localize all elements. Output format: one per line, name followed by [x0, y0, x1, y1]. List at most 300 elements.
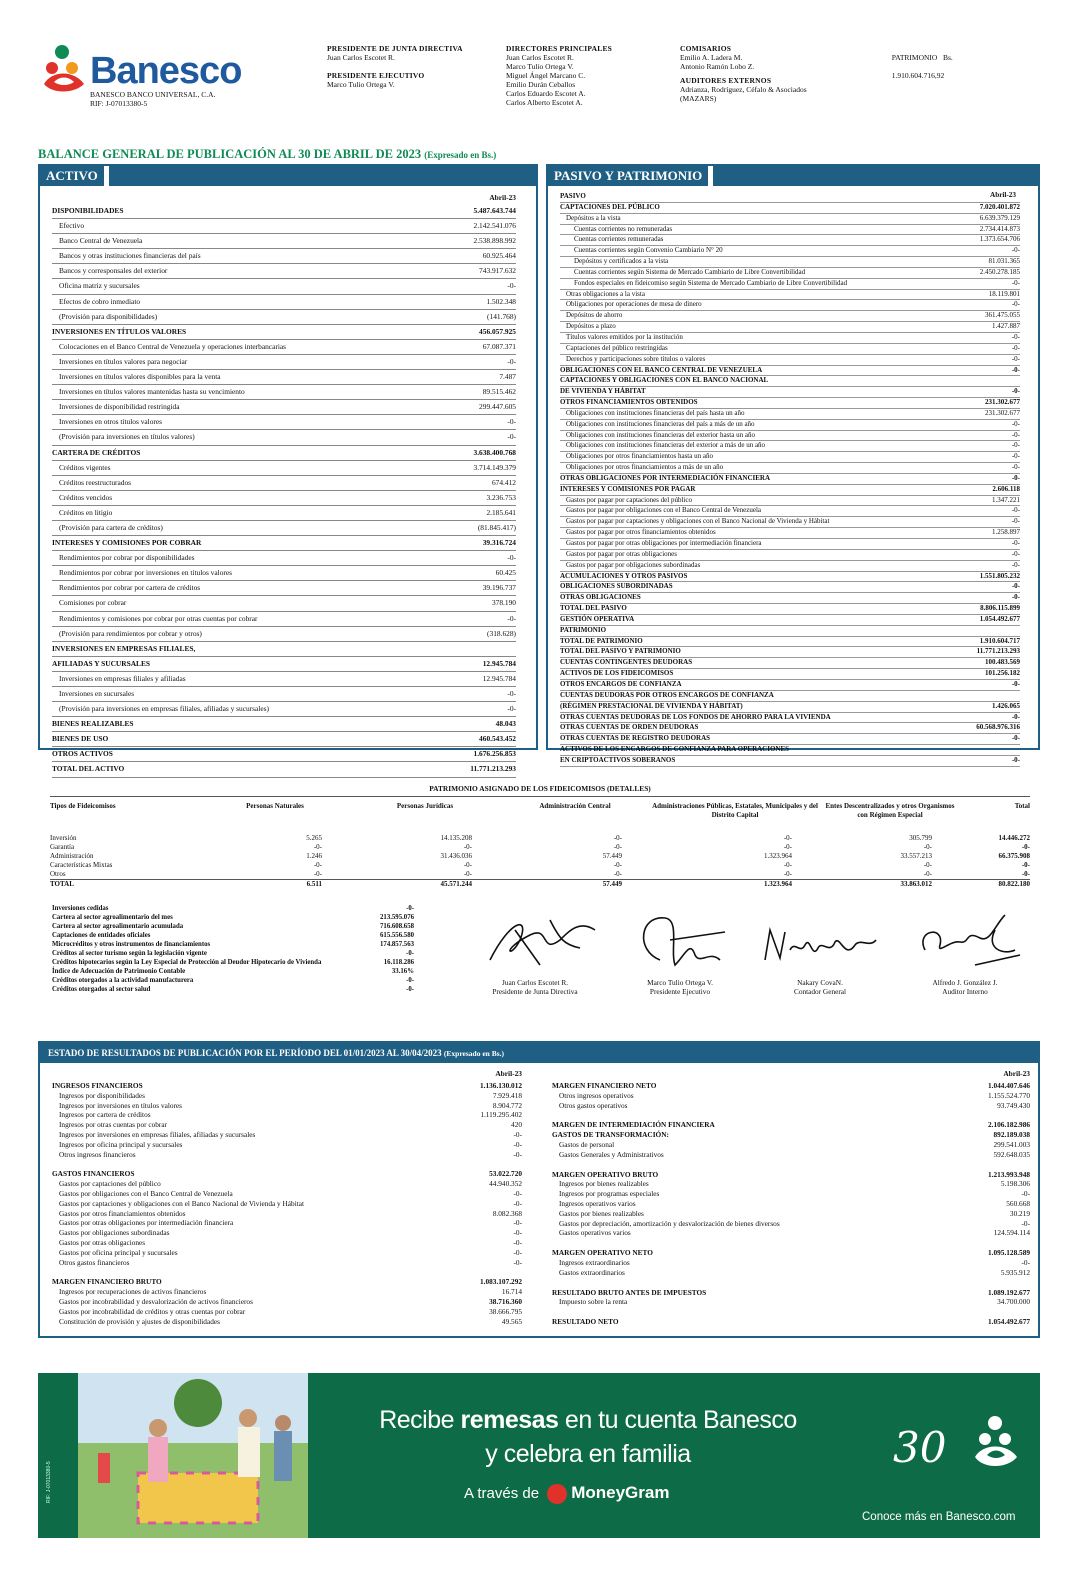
fid-row [50, 834, 1030, 843]
pasivo-label: Cuentas corrientes no remuneradas [574, 224, 673, 233]
resultados-label: Constitución de provisión y ajustes de disponibilidades [59, 1316, 220, 1326]
activo-value: 11.771.213.293 [470, 764, 516, 774]
pasivo-label: Depósitos a plazo [566, 322, 616, 331]
resultados-row [52, 1228, 522, 1238]
pasivo-value: 231.302.677 [985, 408, 1020, 417]
fideicomisos-title: PATRIMONIO ASIGNADO DE LOS FIDEICOMISOS (DETALLES) [429, 784, 651, 793]
resultados-label: GASTOS FINANCIEROS [52, 1169, 135, 1179]
activo-label: Créditos reestructurados [59, 477, 132, 487]
pasivo-row [560, 474, 1020, 485]
pasivo-label: DE VIVIENDA Y HÁBITAT [560, 387, 646, 396]
resultados-value: -0- [1021, 1218, 1030, 1228]
fid-cell: Otros [50, 870, 66, 878]
pasivo-value: -0- [1011, 506, 1020, 515]
indicador-value: 33.16% [391, 968, 414, 975]
resultados-label: Ingresos por bienes realizables [559, 1179, 649, 1189]
resultados-label: Gastos por otras obligaciones por intermediación financiera [59, 1218, 234, 1228]
resultados-right [552, 1067, 1030, 1327]
activo-row [52, 581, 516, 596]
resultados-row [552, 1219, 1030, 1229]
resultados-value: 93.749.430 [997, 1100, 1030, 1110]
activo-value: 743.917.632 [479, 266, 516, 276]
fid-cell: -0- [783, 843, 792, 851]
pasivo-row [560, 203, 1020, 214]
pasivo-label: Depósitos de ahorro [566, 311, 623, 320]
pasivo-row [560, 355, 1020, 366]
activo-label: AFILIADAS Y SUCURSALES [52, 658, 151, 668]
activo-label: Inversiones en títulos valores disponibles para la venta [59, 372, 221, 382]
fid-cell: 14.446.272 [998, 834, 1030, 842]
resultados-value: 299.541.003 [993, 1139, 1030, 1149]
pasivo-value: -0- [1011, 300, 1020, 309]
resultados-label: Impuesto sobre la renta [559, 1297, 628, 1307]
activo-row [52, 762, 516, 777]
pasivo-value: 1.427.887 [992, 322, 1020, 331]
resultados-value: 592.648.035 [993, 1149, 1030, 1159]
resultados-label: Gastos por depreciación, amortización y desvalorización de bienes diversos [559, 1218, 780, 1228]
pasivo-label: Fondos especiales en fideicomiso según Sistema de Mercado Cambiario de Libre Convertibilidad [574, 278, 848, 287]
resultados-row [552, 1288, 1030, 1298]
activo-row [52, 687, 516, 702]
indicador-value: 16.118.286 [383, 959, 414, 966]
resultados-row [552, 1199, 1030, 1209]
resultados-value: 124.594.114 [993, 1228, 1030, 1238]
resultados-row [52, 1317, 522, 1327]
activo-value: 60.925.464 [482, 251, 516, 261]
activo-label: (Provisión para rendimientos por cobrar y otros) [59, 628, 202, 638]
activo-value: 39.316.724 [482, 538, 516, 548]
indicador-value: 213.595.076 [380, 914, 414, 921]
fid-cell: 31.436.036 [440, 852, 472, 860]
pasivo-value: -0- [1011, 387, 1020, 396]
fid-cell: -0- [783, 861, 792, 869]
pasivo-label: OTRAS CUENTAS DE REGISTRO DEUDORAS [560, 734, 711, 743]
activo-row [52, 612, 516, 627]
pasivo-label: Obligaciones con instituciones financieras del país hasta un año [566, 408, 745, 417]
fid-cell: 66.375.908 [998, 852, 1030, 860]
pasivo-label: OTRAS OBLIGACIONES POR INTERMEDIACIÓN FINANCIERA [560, 473, 771, 482]
activo-value: -0- [507, 704, 516, 714]
resultados-row [552, 1189, 1030, 1199]
fid-cell: Administración [50, 852, 94, 860]
activo-label: Bancos y corresponsales del exterior [59, 266, 168, 276]
pasivo-label: INTERESES Y COMISIONES POR PAGAR [560, 484, 696, 493]
company-rif: RIF: J-07013380-5 [90, 99, 148, 108]
pasivo-label: Obligaciones por operaciones de mesa de dinero [566, 300, 702, 309]
resultados-row [52, 1140, 522, 1150]
resultados-value: 892.189.038 [993, 1130, 1030, 1140]
pasivo-rows [560, 192, 1020, 767]
resultados-label: MARGEN OPERATIVO NETO [552, 1248, 653, 1258]
resultados-label: MARGEN OPERATIVO BRUTO [552, 1169, 659, 1179]
pasivo-label: ACUMULACIONES Y OTROS PASIVOS [560, 571, 688, 580]
fideicomisos-body [50, 834, 1030, 889]
signature-cova [760, 920, 880, 970]
fid-header-cell: Personas Jurídicas [396, 802, 454, 810]
indicador-row [52, 922, 414, 931]
fid-header-cell: Tipos de Fideicomisos [50, 802, 116, 810]
pasivo-value: -0- [1011, 430, 1020, 439]
fid-cell: 33.863.012 [900, 880, 932, 888]
pasivo-label: Obligaciones por otros financiamientos hasta un año [566, 452, 713, 461]
activo-value: 456.057.925 [479, 326, 516, 336]
resultados-header [40, 1043, 1038, 1063]
resultados-row [552, 1081, 1030, 1091]
indicador-value: -0- [406, 977, 414, 984]
pasivo-label: PATRIMONIO [560, 625, 607, 634]
activo-row [52, 657, 516, 672]
pasivo-row [560, 582, 1020, 593]
pasivo-label: Cuentas corrientes remuneradas [574, 235, 664, 244]
fid-cell: -0- [923, 861, 932, 869]
activo-title: ACTIVO [40, 166, 109, 186]
pasivo-row [560, 669, 1020, 680]
family-photo [78, 1373, 308, 1538]
pasivo-row [560, 745, 1020, 756]
pasivo-value: -0- [1011, 582, 1020, 591]
activo-label: INVERSIONES EN TÍTULOS VALORES [52, 326, 187, 336]
activo-row [52, 415, 516, 430]
pasivo-row [560, 322, 1020, 333]
signature-4 [900, 978, 1030, 996]
pasivo-row [560, 485, 1020, 496]
pasivo-value: -0- [1011, 549, 1020, 558]
activo-row [52, 385, 516, 400]
resultados-label: GASTOS DE TRANSFORMACIÓN: [552, 1130, 669, 1140]
pasivo-label: (RÉGIMEN PRESTACIONAL DE VIVIENDA Y HÁBITAT) [560, 701, 743, 710]
resultados-row [52, 1297, 522, 1307]
resultados-label: RESULTADO NETO [552, 1317, 619, 1327]
directors-block [506, 44, 612, 107]
activo-row [52, 264, 516, 279]
resultados-gap [52, 1159, 522, 1169]
resultados-gap [52, 1267, 522, 1277]
activo-row [52, 702, 516, 717]
signer-role: Auditor Interno [942, 987, 988, 996]
pasivo-label: ACTIVOS DE LOS ENCARGOS DE CONFIANZA PARA OPERACIONES [560, 745, 790, 754]
activo-row [52, 310, 516, 325]
activo-value: 5.487.643.744 [473, 206, 516, 215]
resultados-label: INGRESOS FINANCIEROS [52, 1081, 143, 1090]
director-name: Carlos Alberto Escotet A. [506, 98, 583, 107]
signature-3 [760, 978, 880, 996]
pasivo-row [560, 572, 1020, 583]
auditor-name: Adrianza, Rodríguez, Céfalo & Asociados [680, 85, 807, 94]
fid-cell: 45.571.244 [440, 880, 472, 888]
pasivo-row [560, 246, 1020, 257]
resultados-period-right: Abril-23 [1003, 1069, 1030, 1078]
pasivo-value: -0- [1011, 755, 1020, 764]
resultados-value: 1.044.407.646 [988, 1081, 1030, 1090]
fid-cell: -0- [613, 843, 622, 851]
patrimonio-value: 1.910.604.716,92 [891, 71, 945, 80]
activo-row [52, 491, 516, 506]
pasivo-label: Depósitos y certificados a la vista [574, 257, 669, 266]
resultados-label: Gastos extraordinarios [559, 1267, 625, 1277]
resultados-row [552, 1209, 1030, 1219]
resultados-value: 1.054.492.677 [988, 1317, 1030, 1327]
signer-name: Alfredo J. González J. [932, 978, 998, 987]
resultados-value: 560.668 [1006, 1198, 1030, 1208]
fid-cell: -0- [613, 870, 622, 878]
pres-ejec-name: Marco Tulio Ortega V. [327, 80, 395, 89]
activo-label: Banco Central de Venezuela [59, 236, 143, 246]
pasivo-row [560, 279, 1020, 290]
pasivo-label: Gastos por pagar por otros financiamientos obtenidos [566, 528, 716, 537]
resultados-value: 5.198.306 [1000, 1179, 1030, 1189]
signer-role: Presidente de Junta Directiva [492, 987, 578, 996]
resultados-row [552, 1101, 1030, 1111]
resultados-value: -0- [513, 1218, 522, 1228]
fid-cell: -0- [313, 843, 322, 851]
resultados-row [52, 1307, 522, 1317]
fid-header-cell: Administraciones Públicas, Estatales, Municipales y del Distrito Capital [652, 802, 818, 819]
pasivo-value: -0- [1011, 539, 1020, 547]
pasivo-label: Otras obligaciones a la vista [566, 289, 645, 298]
resultados-gap [552, 1160, 1030, 1170]
moneygram-icon [547, 1484, 567, 1504]
activo-label: Inversiones de disponibilidad restringida [59, 402, 180, 412]
pasivo-row [560, 561, 1020, 572]
signer-name: Juan Carlos Escotet R. [501, 978, 569, 987]
pasivo-value: -0- [1011, 593, 1020, 602]
activo-value: 378.190 [491, 598, 516, 608]
fid-cell: -0- [923, 843, 932, 851]
pasivo-row [560, 431, 1020, 442]
activo-value: (141.768) [487, 311, 516, 321]
fid-cell: -0- [463, 861, 472, 869]
pasivo-label: OTRAS CUENTAS DE ORDEN DEUDORAS [560, 723, 699, 732]
fid-row [50, 861, 1030, 870]
pasivo-label: CAPTACIONES Y OBLIGACIONES CON EL BANCO NACIONAL [560, 376, 769, 385]
resultados-label: MARGEN DE INTERMEDIACIÓN FINANCIERA [552, 1120, 715, 1130]
resultados-value: 1.155.524.770 [988, 1090, 1030, 1100]
activo-value: 48.043 [495, 719, 516, 729]
activo-row [52, 340, 516, 355]
indicador-value: 615.556.580 [380, 932, 414, 939]
banner-footer-link[interactable]: Conoce más en Banesco.com [862, 1511, 1016, 1523]
activo-label: Efectivo [59, 221, 85, 231]
resultados-gap [552, 1307, 1030, 1317]
pasivo-row [560, 409, 1020, 420]
indicador-row [52, 904, 414, 913]
fid-cell: 57.449 [602, 880, 622, 888]
fid-header-cell: Entes Descentralizados y otros Organismos con Régimen Especial [825, 802, 955, 819]
pasivo-value: 361.475.055 [985, 311, 1020, 320]
fid-cell: -0- [1021, 870, 1030, 878]
resultados-row [552, 1130, 1030, 1140]
pasivo-row [560, 756, 1020, 767]
pasivo-label: OTRAS OBLIGACIONES [560, 593, 641, 602]
pasivo-row [560, 441, 1020, 452]
balance-title [38, 147, 496, 162]
fid-cell: -0- [613, 861, 622, 869]
activo-label: Inversiones en sucursales [59, 689, 135, 698]
resultados-value: 44.940.352 [489, 1179, 522, 1189]
activo-label: DISPONIBILIDADES [52, 206, 124, 215]
activo-value: 3.714.149.379 [473, 462, 516, 472]
pasivo-label: Derechos y participaciones sobre títulos o valores [566, 354, 706, 363]
resultados-row [552, 1228, 1030, 1238]
activo-label: CARTERA DE CRÉDITOS [52, 447, 141, 457]
resultados-value: 1.089.192.677 [988, 1287, 1030, 1297]
pasivo-row [560, 420, 1020, 431]
resultados-value: 38.666.795 [489, 1306, 522, 1316]
signature-1 [460, 978, 610, 996]
pres-junta-title: PRESIDENTE DE JUNTA DIRECTIVA [327, 44, 463, 53]
activo-label: (Provisión para cartera de créditos) [59, 522, 163, 532]
resultados-row [552, 1179, 1030, 1189]
fid-cell: 6.511 [306, 880, 322, 888]
resultados-label: Gastos por obligaciones con el Banco Central de Venezuela [59, 1188, 233, 1198]
indicador-row [52, 940, 414, 949]
indicador-row [52, 967, 414, 976]
activo-row [52, 370, 516, 385]
resultados-row [552, 1317, 1030, 1327]
activo-label: Inversiones en empresas filiales y afiliadas [59, 673, 186, 683]
company-info [90, 90, 215, 108]
indicador-label: Créditos hipotecarios según la Ley Especial de Protección al Deudor Hipotecario de Vivienda [52, 959, 322, 966]
resultados-label: Gastos operativos varios [559, 1228, 631, 1238]
resultados-right-rows [552, 1081, 1030, 1327]
pasivo-value: -0- [1011, 419, 1020, 428]
pasivo-value: -0- [1011, 343, 1020, 352]
pasivo-row [560, 506, 1020, 517]
indicador-label: Captaciones de entidades oficiales [52, 932, 151, 939]
pasivo-label: Captaciones del público restringidas [566, 343, 668, 352]
activo-row [52, 521, 516, 536]
pasivo-value: 81.031.365 [988, 257, 1020, 266]
pasivo-row [560, 658, 1020, 669]
fid-cell: 33.557.213 [900, 852, 932, 860]
resultados-panel [38, 1041, 1040, 1338]
resultados-label: Gastos por incobrabilidad y desvalorización de activos financieros [59, 1296, 253, 1306]
comisarios-title: COMISARIOS [680, 44, 732, 53]
pasivo-value: 1.426.065 [992, 701, 1020, 710]
indicador-label: Índice de Adecuación de Patrimonio Contable [52, 968, 186, 975]
activo-label: TOTAL DEL ACTIVO [52, 764, 125, 774]
signature-escotet [470, 910, 600, 970]
resultados-value: -0- [513, 1129, 522, 1139]
resultados-row [52, 1248, 522, 1258]
resultados-label: Otros ingresos financieros [59, 1149, 136, 1159]
resultados-value: -0- [513, 1247, 522, 1257]
pasivo-value: 1.258.897 [992, 528, 1020, 537]
resultados-gap [552, 1238, 1030, 1248]
resultados-row [52, 1081, 522, 1091]
resultados-gap [552, 1110, 1030, 1120]
pasivo-title: PASIVO Y PATRIMONIO [548, 166, 713, 186]
fid-cell: 14.135.208 [440, 834, 472, 842]
resultados-label: Gastos por otros financiamientos obtenidos [59, 1208, 186, 1218]
activo-value: 299.447.605 [479, 402, 516, 412]
activo-row [52, 536, 516, 551]
activo-label: Inversiones en otros títulos valores [59, 417, 163, 427]
activo-row [52, 355, 516, 370]
fid-header-cell: Personas Naturales [246, 802, 304, 810]
indicador-row [52, 913, 414, 922]
resultados-value: -0- [513, 1149, 522, 1159]
moneygram-logo-text: MoneyGram [571, 1483, 670, 1502]
activo-row [52, 446, 516, 461]
pasivo-value: 7.020.401.872 [979, 202, 1020, 211]
resultados-label: Otros gastos financieros [59, 1257, 130, 1267]
indicador-row [52, 976, 414, 985]
resultados-value: 30.219 [1009, 1208, 1030, 1218]
activo-value: 1.502.348 [486, 296, 516, 306]
activo-label: (Provisión para inversiones en empresas filiales, afiliadas y sucursales) [59, 704, 269, 714]
activo-row [52, 732, 516, 747]
pasivo-row [560, 452, 1020, 463]
pasivo-label: TOTAL DEL PASIVO [560, 604, 627, 613]
resultados-gap [552, 1278, 1030, 1288]
pasivo-value: -0- [1011, 712, 1020, 721]
pasivo-value: 8.806.115.899 [980, 604, 1020, 613]
activo-row [52, 279, 516, 294]
activo-value: 2.185.641 [486, 507, 516, 517]
signature-ortega [630, 910, 730, 970]
resultados-row [52, 1110, 522, 1120]
activo-value: (318.628) [487, 628, 516, 638]
activo-row [52, 566, 516, 581]
pasivo-label: Gastos por pagar por otras obligaciones [566, 549, 677, 558]
activo-label: (Provisión para disponibilidades) [59, 311, 158, 321]
auditors-block [680, 44, 807, 103]
resultados-label: Ingresos extraordinarios [559, 1257, 630, 1267]
pasivo-row [560, 398, 1020, 409]
resultados-row [552, 1248, 1030, 1258]
activo-value: 60.425 [495, 568, 516, 578]
banner-headline [338, 1403, 838, 1471]
resultados-row [52, 1209, 522, 1219]
resultados-row [52, 1199, 522, 1209]
fid-cell: Características Mixtas [50, 861, 113, 869]
activo-period: Abril-23 [489, 193, 516, 202]
activo-label: Rendimientos por cobrar por inversiones en títulos valores [59, 568, 233, 578]
pasivo-value: 2.606.118 [992, 484, 1020, 493]
indicador-value: -0- [406, 905, 414, 912]
resultados-value: 7.929.418 [492, 1090, 522, 1100]
activo-label: Inversiones en títulos valores mantenidas hasta su vencimiento [59, 387, 245, 397]
pasivo-row [560, 626, 1020, 637]
pasivo-value: 6.639.379.129 [979, 213, 1020, 222]
pasivo-row [560, 550, 1020, 561]
activo-row [52, 642, 516, 657]
activo-row [52, 747, 516, 762]
director-name: Juan Carlos Escotet R. [506, 53, 574, 62]
resultados-value: -0- [513, 1139, 522, 1149]
directors-title: DIRECTORES PRINCIPALES [506, 44, 613, 53]
resultados-period-left: Abril-23 [495, 1069, 522, 1078]
resultados-label: Otros ingresos operativos [559, 1090, 634, 1100]
banesco-white-icon [973, 1415, 1021, 1471]
resultados-value: -0- [1021, 1257, 1030, 1267]
fid-cell: -0- [783, 834, 792, 842]
resultados-left-rows [52, 1081, 522, 1326]
resultados-label: RESULTADO BRUTO ANTES DE IMPUESTOS [552, 1287, 707, 1297]
activo-row [52, 461, 516, 476]
pasivo-row [560, 680, 1020, 691]
fid-cell: -0- [313, 861, 322, 869]
fid-cell: -0- [463, 870, 472, 878]
indicador-row [52, 931, 414, 940]
resultados-label: Gastos por captaciones y obligaciones con el Banco Nacional de Vivienda y Hábitat [59, 1198, 305, 1208]
comisario-name: Antonio Ramón Lobo Z. [680, 62, 755, 71]
activo-value: 3.638.400.768 [473, 447, 516, 457]
activo-panel [38, 164, 538, 774]
director-name: Miguel Ángel Marcano C. [506, 71, 586, 80]
pasivo-value: -0- [1011, 278, 1020, 287]
